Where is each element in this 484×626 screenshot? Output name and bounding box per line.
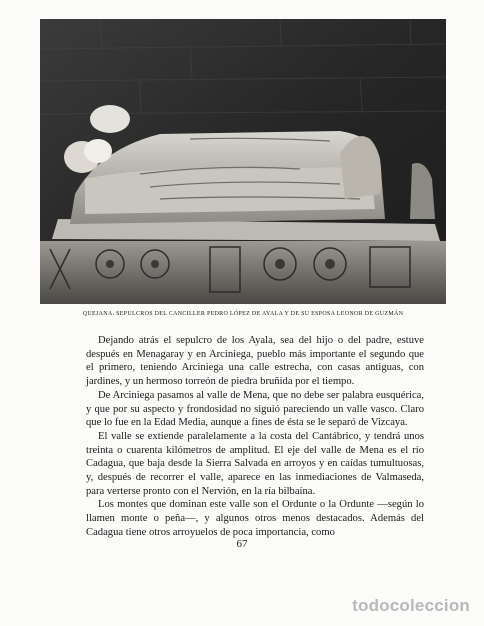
tomb-photograph [40, 19, 446, 304]
paragraph: Los montes que dominan este valle son el Ordunte o la Ordunte —según lo llamen monte o peña—, y algunos otros menos destacados. Además del Cadagua tiene otros arroyuelos de poca importancia, como [86, 499, 424, 538]
watermark: todocoleccion [352, 596, 470, 615]
page-number: 67 [236, 538, 248, 550]
tomb-effigies-image [40, 19, 446, 304]
body-text [86, 334, 424, 540]
photo-caption: QUEJANA. SEPULCROS DEL CANCILLER PEDRO LÓPEZ DE AYALA Y DE SU ESPOSA LEONOR DE GUZMÁN [82, 311, 404, 317]
paragraph: De Arciniega pasamos al valle de Mena, que no debe ser palabra eusquérica, y que por su aspecto y frondosidad no siguió pareciendo un valle vasco. Claro que lo fue en la Edad Media, aunque a fines de ésta se le separó de Vizcaya. [86, 389, 424, 429]
paragraph: Dejando atrás el sepulcro de los Ayala, sea del hijo o del padre, estuve después en Menagaray y en Arciniega, pueblo más importante el segundo que el primero, teniendo Arciniega una calle estrecha, con casas antiguas, con jardines, y un hermoso torreón de piedra bruñida por el tiempo. [86, 335, 424, 388]
paragraph: El valle se extiende paralelamente a la costa del Cantábrico, y tendrá unos treinta o cuarenta kilómetros de amplitud. El eje del valle de Mena es el río Cadagua, que baja desde la Sierra Salvada en arroyos y en caídas tumultuosas, y, después de recorrer el valle, aparece en las inmediaciones de Valmaseda, para verterse pronto con el Nervión, en la ría bilbaína. [86, 430, 424, 497]
